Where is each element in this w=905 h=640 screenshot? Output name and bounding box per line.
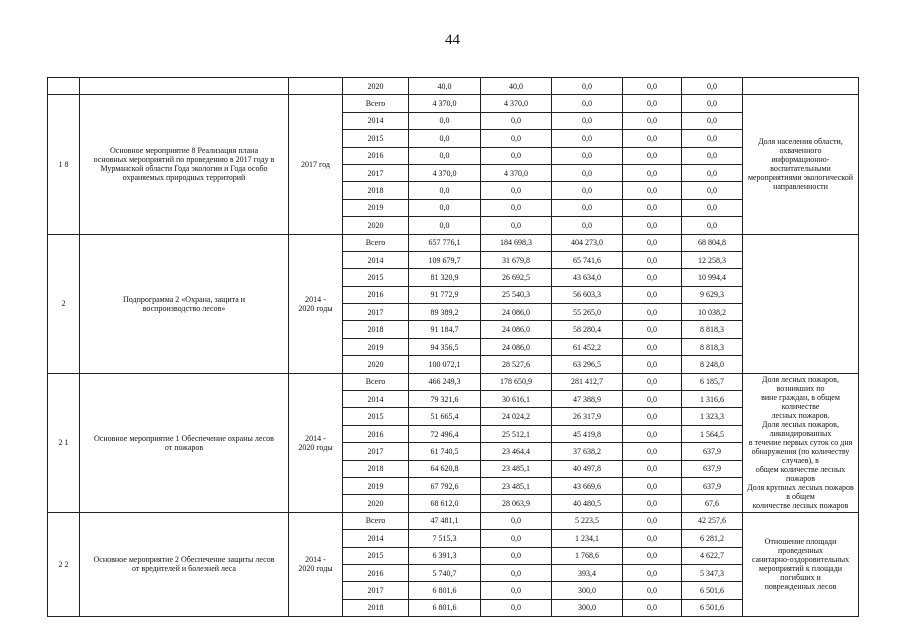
value-cell: 67 792,6	[409, 477, 481, 494]
value-cell: 0,0	[682, 147, 743, 164]
value-cell: 466 249,3	[409, 373, 481, 390]
value-cell: 9 629,3	[682, 286, 743, 303]
year-cell: 2020	[343, 217, 409, 234]
value-cell: 26 692,5	[481, 269, 552, 286]
value-cell: 68 804,8	[682, 234, 743, 251]
value-cell: 61 740,5	[409, 443, 481, 460]
row-number: 1 8	[48, 95, 80, 234]
value-cell: 40 497,8	[552, 460, 623, 477]
value-cell: 0,0	[623, 599, 682, 616]
table-row	[48, 234, 859, 251]
value-cell: 51 665,4	[409, 408, 481, 425]
page-number: 44	[445, 32, 460, 48]
value-cell: 4 622,7	[682, 547, 743, 564]
value-cell: 7 515,3	[409, 530, 481, 547]
value-cell: 31 679,8	[481, 251, 552, 268]
indicator-line: лесных пожаров.	[771, 411, 830, 421]
value-cell: 1 323,3	[682, 408, 743, 425]
value-cell: 0,0	[552, 217, 623, 234]
value-cell: 0,0	[623, 443, 682, 460]
value-cell: 178 650,9	[481, 373, 552, 390]
value-cell: 43 669,6	[552, 477, 623, 494]
value-cell: 0,0	[481, 199, 552, 216]
value-cell: 4 370,0	[409, 95, 481, 112]
value-cell: 0,0	[682, 217, 743, 234]
indicator-line: в течение первых суток со дня	[748, 438, 853, 448]
value-cell: 0,0	[481, 182, 552, 199]
year-cell: 2018	[343, 182, 409, 199]
row-number: 2 2	[48, 512, 80, 616]
period-line: 2020 годы	[298, 442, 333, 452]
row-number: 2 1	[48, 373, 80, 512]
value-cell: 0,0	[481, 217, 552, 234]
value-cell: 6 801,6	[409, 599, 481, 616]
value-cell: 47 388,9	[552, 391, 623, 408]
period-line: 2020 годы	[298, 303, 333, 313]
year-cell: 2019	[343, 477, 409, 494]
value-cell: 0,0	[623, 164, 682, 181]
activity-name-line: Подпрограмма 2 «Охрана, защита и	[122, 294, 246, 304]
value-cell: 0,0	[409, 182, 481, 199]
num-cell	[48, 78, 80, 95]
value-cell: 8 818,3	[682, 338, 743, 355]
activity-name-line: от пожаров	[164, 442, 204, 452]
value-cell: 0,0	[623, 147, 682, 164]
value-cell: 0,0	[552, 164, 623, 181]
value-cell: 0,0	[623, 234, 682, 251]
indicator-text	[743, 234, 859, 373]
value-cell: 281 412,7	[552, 373, 623, 390]
budget-table	[47, 77, 859, 617]
indicator-line: Доля лесных пожаров, ликвидированных	[762, 420, 839, 439]
value-cell: 6 501,6	[682, 599, 743, 616]
year-cell: 2014	[343, 112, 409, 129]
value-cell: 63 296,5	[552, 356, 623, 373]
indicator-line: обнаружения (по количеству случаев), в	[751, 447, 850, 466]
value-cell: 8 248,0	[682, 356, 743, 373]
indicator-line: вине граждан, в общем количестве	[761, 393, 840, 412]
value-cell: 0,0	[481, 564, 552, 581]
value-cell: 0,0	[682, 112, 743, 129]
value-cell: 42 257,6	[682, 512, 743, 529]
value-cell: 47 481,1	[409, 512, 481, 529]
value-cell: 43 634,0	[552, 269, 623, 286]
indicator-cell	[743, 78, 859, 95]
value-cell: 91 772,9	[409, 286, 481, 303]
indicator-line: Доля крупных лесных пожаров в общем	[747, 483, 854, 502]
value-cell: 0,0	[552, 199, 623, 216]
indicator-line: мероприятий к площади погибших и	[758, 564, 843, 583]
value-cell: 64 620,8	[409, 460, 481, 477]
year-cell: 2017	[343, 304, 409, 321]
name-cell	[80, 78, 289, 95]
value-cell: 25 512,1	[481, 425, 552, 442]
value-cell: 89 389,2	[409, 304, 481, 321]
value-cell: 12 258,3	[682, 251, 743, 268]
value-cell: 58 280,4	[552, 321, 623, 338]
value-cell: 25 540,3	[481, 286, 552, 303]
year-cell: Всего	[343, 95, 409, 112]
value-cell: 5 347,3	[682, 564, 743, 581]
value-cell: 0,0	[623, 78, 682, 95]
value-cell: 0,0	[623, 338, 682, 355]
indicator-line: Доля населения области, охваченного	[758, 137, 843, 156]
period-line: 2014 -	[305, 294, 326, 304]
activity-name-line: Основное мероприятие 8 Реализация плана	[110, 146, 258, 156]
value-cell: 45 419,8	[552, 425, 623, 442]
value-cell: 1 564,5	[682, 425, 743, 442]
value-cell: 0,0	[682, 95, 743, 112]
value-cell: 0,0	[552, 95, 623, 112]
activity-name	[80, 373, 289, 512]
period-line: 2017 год	[301, 159, 330, 169]
row-number: 2	[48, 234, 80, 373]
value-cell: 0,0	[682, 199, 743, 216]
value-cell: 23 485,1	[481, 460, 552, 477]
value-cell: 0,0	[409, 130, 481, 147]
indicator-line: поврежденных лесов	[764, 582, 837, 592]
activity-name-line: Основное мероприятие 1 Обеспечение охраны лесов	[94, 433, 274, 443]
value-cell: 0,0	[623, 460, 682, 477]
value-cell: 0,0	[682, 182, 743, 199]
year-cell: 2019	[343, 338, 409, 355]
value-cell: 79 321,6	[409, 391, 481, 408]
value-cell: 0,0	[682, 130, 743, 147]
table-row	[48, 373, 859, 390]
indicator-line: количестве лесных пожаров	[752, 501, 849, 511]
value-cell: 0,0	[623, 269, 682, 286]
year-cell: 2018	[343, 460, 409, 477]
value-cell: 1 768,6	[552, 547, 623, 564]
indicator-text	[743, 512, 859, 616]
value-cell: 10 038,2	[682, 304, 743, 321]
value-cell: 28 063,9	[481, 495, 552, 512]
value-cell: 55 265,0	[552, 304, 623, 321]
period	[289, 95, 343, 234]
value-cell: 30 616,1	[481, 391, 552, 408]
value-cell: 23 485,1	[481, 477, 552, 494]
activity-name-line: охраняемых природных территорий	[122, 173, 246, 183]
indicator-line: информационно-воспитательными	[770, 155, 831, 174]
year-cell: 2014	[343, 391, 409, 408]
year-cell: 2014	[343, 530, 409, 547]
value-cell: 0,0	[623, 512, 682, 529]
value-cell: 0,0	[623, 564, 682, 581]
value-cell: 0,0	[552, 78, 623, 95]
indicator-text	[743, 373, 859, 512]
period-cell	[289, 78, 343, 95]
value-cell: 0,0	[623, 477, 682, 494]
value-cell: 637,9	[682, 477, 743, 494]
value-cell: 0,0	[481, 512, 552, 529]
activity-name-line: от вредителей и болезней леса	[132, 564, 236, 574]
table-row	[48, 78, 859, 95]
period	[289, 373, 343, 512]
value-cell: 6 391,3	[409, 547, 481, 564]
value-cell: 0,0	[623, 408, 682, 425]
value-cell: 1 234,1	[552, 530, 623, 547]
value-cell: 65 741,6	[552, 251, 623, 268]
value-cell: 1 316,6	[682, 391, 743, 408]
year-cell: 2015	[343, 269, 409, 286]
value-cell: 393,4	[552, 564, 623, 581]
value-cell: 94 356,5	[409, 338, 481, 355]
value-cell: 0,0	[623, 304, 682, 321]
value-cell: 0,0	[623, 582, 682, 599]
value-cell: 61 452,2	[552, 338, 623, 355]
value-cell: 0,0	[623, 251, 682, 268]
table-row	[48, 512, 859, 529]
value-cell: 68 612,0	[409, 495, 481, 512]
year-cell: 2015	[343, 130, 409, 147]
value-cell: 0,0	[623, 425, 682, 442]
indicator-line: Отношение площади проведенных	[764, 537, 837, 556]
value-cell: 109 679,7	[409, 251, 481, 268]
value-cell: 637,9	[682, 443, 743, 460]
value-cell: 0,0	[409, 217, 481, 234]
activity-name-line: основных мероприятий по проведению в 2017 году в	[93, 155, 275, 165]
value-cell: 404 273,0	[552, 234, 623, 251]
value-cell: 0,0	[552, 147, 623, 164]
value-cell: 24 024,2	[481, 408, 552, 425]
activity-name	[80, 234, 289, 373]
value-cell: 0,0	[623, 495, 682, 512]
value-cell: 0,0	[623, 182, 682, 199]
value-cell: 0,0	[409, 147, 481, 164]
value-cell: 40 480,5	[552, 495, 623, 512]
year-cell: Всего	[343, 234, 409, 251]
value-cell: 0,0	[682, 78, 743, 95]
value-cell: 300,0	[552, 599, 623, 616]
year-cell: 2017	[343, 164, 409, 181]
value-cell: 0,0	[623, 95, 682, 112]
value-cell: 6 185,7	[682, 373, 743, 390]
value-cell: 0,0	[623, 373, 682, 390]
value-cell: 0,0	[481, 147, 552, 164]
value-cell: 0,0	[481, 599, 552, 616]
activity-name	[80, 512, 289, 616]
value-cell: 40,0	[481, 78, 552, 95]
indicator-line: мероприятиями экологической	[747, 173, 854, 183]
period	[289, 234, 343, 373]
year-cell: Всего	[343, 512, 409, 529]
value-cell: 10 994,4	[682, 269, 743, 286]
value-cell: 0,0	[623, 391, 682, 408]
year-cell: 2018	[343, 321, 409, 338]
value-cell: 0,0	[623, 112, 682, 129]
year-cell: 2015	[343, 547, 409, 564]
period-line: 2020 годы	[298, 564, 333, 574]
value-cell: 24 086,0	[481, 304, 552, 321]
value-cell: 0,0	[552, 182, 623, 199]
activity-name-line: воспроизводство лесов»	[142, 303, 226, 313]
value-cell: 0,0	[623, 286, 682, 303]
value-cell: 0,0	[623, 356, 682, 373]
year-cell: 2018	[343, 599, 409, 616]
period-line: 2014 -	[305, 555, 326, 565]
value-cell: 0,0	[409, 199, 481, 216]
value-cell: 0,0	[481, 547, 552, 564]
year-cell: 2017	[343, 443, 409, 460]
indicator-text	[743, 95, 859, 234]
value-cell: 8 818,3	[682, 321, 743, 338]
value-cell: 91 184,7	[409, 321, 481, 338]
year-cell: 2016	[343, 147, 409, 164]
value-cell: 26 317,9	[552, 408, 623, 425]
value-cell: 67,6	[682, 495, 743, 512]
value-cell: 300,0	[552, 582, 623, 599]
indicator-line: общем количестве лесных пожаров	[755, 465, 846, 484]
value-cell: 4 370,0	[409, 164, 481, 181]
indicator-line: направленности	[773, 182, 828, 192]
value-cell: 72 496,4	[409, 425, 481, 442]
table-body	[48, 78, 859, 617]
indicator-line: Доля лесных пожаров, возникших по	[762, 375, 839, 394]
value-cell: 0,0	[552, 112, 623, 129]
indicator-line: санитарно-оздоровительных	[751, 555, 850, 565]
value-cell: 0,0	[481, 130, 552, 147]
year-cell: 2020	[343, 356, 409, 373]
value-cell: 28 527,6	[481, 356, 552, 373]
value-cell: 0,0	[682, 164, 743, 181]
year-cell: 2016	[343, 564, 409, 581]
table-row	[48, 95, 859, 112]
value-cell: 657 776,1	[409, 234, 481, 251]
value-cell: 6 501,6	[682, 582, 743, 599]
activity-name-line: Основное мероприятие 2 Обеспечение защиты лесов	[93, 555, 275, 565]
activity-name	[80, 95, 289, 234]
value-cell: 6 281,2	[682, 530, 743, 547]
year-cell: 2020	[343, 495, 409, 512]
value-cell: 0,0	[481, 530, 552, 547]
year-cell: 2016	[343, 286, 409, 303]
value-cell: 24 086,0	[481, 321, 552, 338]
value-cell: 6 801,6	[409, 582, 481, 599]
value-cell: 0,0	[481, 582, 552, 599]
value-cell: 5 740,7	[409, 564, 481, 581]
value-cell: 5 223,5	[552, 512, 623, 529]
year-cell: 2015	[343, 408, 409, 425]
value-cell: 0,0	[409, 112, 481, 129]
year-cell: 2019	[343, 199, 409, 216]
value-cell: 24 086,0	[481, 338, 552, 355]
period-line: 2014 -	[305, 433, 326, 443]
period	[289, 512, 343, 616]
value-cell: 81 320,9	[409, 269, 481, 286]
value-cell: 37 638,2	[552, 443, 623, 460]
year-cell: 2020	[343, 78, 409, 95]
value-cell: 4 370,0	[481, 95, 552, 112]
value-cell: 637,9	[682, 460, 743, 477]
value-cell: 0,0	[481, 112, 552, 129]
value-cell: 0,0	[623, 130, 682, 147]
value-cell: 184 698,3	[481, 234, 552, 251]
year-cell: 2014	[343, 251, 409, 268]
value-cell: 100 072,1	[409, 356, 481, 373]
activity-name-line: Мурманской области Года экологии и Года особо	[100, 164, 268, 174]
value-cell: 40,0	[409, 78, 481, 95]
year-cell: 2016	[343, 425, 409, 442]
value-cell: 0,0	[623, 217, 682, 234]
value-cell: 0,0	[623, 547, 682, 564]
year-cell: 2017	[343, 582, 409, 599]
year-cell: Всего	[343, 373, 409, 390]
value-cell: 56 603,3	[552, 286, 623, 303]
value-cell: 0,0	[552, 130, 623, 147]
value-cell: 0,0	[623, 530, 682, 547]
value-cell: 23 464,4	[481, 443, 552, 460]
value-cell: 0,0	[623, 199, 682, 216]
value-cell: 0,0	[623, 321, 682, 338]
value-cell: 4 370,0	[481, 164, 552, 181]
